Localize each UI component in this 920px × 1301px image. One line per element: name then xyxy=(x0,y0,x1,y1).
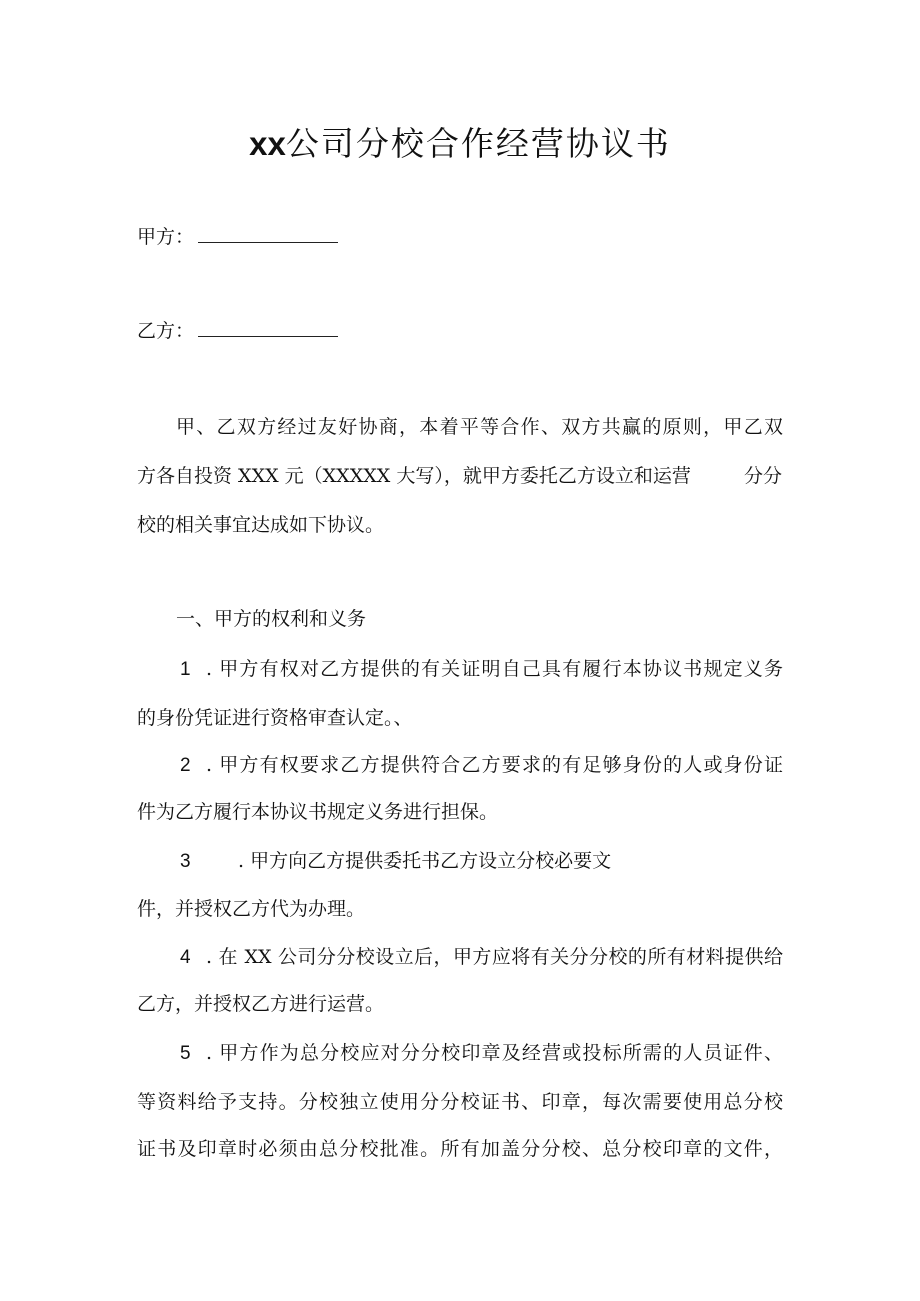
intro-line-2a: 方各自投资 XXX 元（XXXXX 大写），就甲方委托乙方设立和运营 xyxy=(137,465,691,487)
intro-line-3: 校的相关事宜达成如下协议。 xyxy=(137,514,385,536)
item-4-line-1: . 在 XX 公司分分校设立后，甲方应将有关分分校的所有材料提供给 xyxy=(206,946,783,968)
title-main: 公司分校合作经营协议书 xyxy=(285,124,671,163)
item-1-line-1: . 甲方有权对乙方提供的有关证明自己具有履行本协议书规定义务 xyxy=(206,658,783,680)
item-3-line-1: . 甲方向乙方提供委托书乙方设立分校必要文 xyxy=(238,850,612,872)
intro-line-1: 甲、乙双方经过友好协商，本着平等合作、双方共赢的原则，甲乙双 xyxy=(176,416,783,438)
item-1-number: 1 xyxy=(180,659,191,680)
item-2-line-1: . 甲方有权要求乙方提供符合乙方要求的有足够身份的人或身份证 xyxy=(206,754,783,776)
item-2-number: 2 xyxy=(180,755,191,776)
party-a-line xyxy=(137,222,338,252)
item-5-line-1: . 甲方作为总分校应对分分校印章及经营或投标所需的人员证件、 xyxy=(206,1042,783,1064)
item-5-number: 5 xyxy=(180,1043,191,1064)
item-1-line-2: 的身份凭证进行资格审查认定。、 xyxy=(137,707,413,729)
party-a-label: 甲方： xyxy=(137,226,195,248)
party-b-blank xyxy=(198,318,338,337)
intro-line-2b: 分分 xyxy=(744,465,783,487)
item-5-line-3: 证书及印章时必须由总分校批准。所有加盖分分校、总分校印章的文件， xyxy=(137,1138,783,1160)
document-title xyxy=(0,118,920,165)
party-b-label: 乙方： xyxy=(137,320,195,342)
party-b-line xyxy=(137,316,338,346)
item-3-number: 3 xyxy=(180,851,191,872)
section-heading: 一、甲方的权利和义务 xyxy=(176,608,367,630)
item-5-line-2: 等资料给予支持。分校独立使用分分校证书、印章，每次需要使用总分校 xyxy=(137,1091,783,1113)
item-3-line-2: 件，并授权乙方代为办理。 xyxy=(137,898,366,920)
item-2-line-2: 件为乙方履行本协议书规定义务进行担保。 xyxy=(137,801,499,823)
item-4-line-2: 乙方，并授权乙方进行运营。 xyxy=(137,993,385,1015)
title-prefix: xx xyxy=(249,125,286,162)
party-a-blank xyxy=(198,224,338,243)
item-4-number: 4 xyxy=(180,947,191,968)
